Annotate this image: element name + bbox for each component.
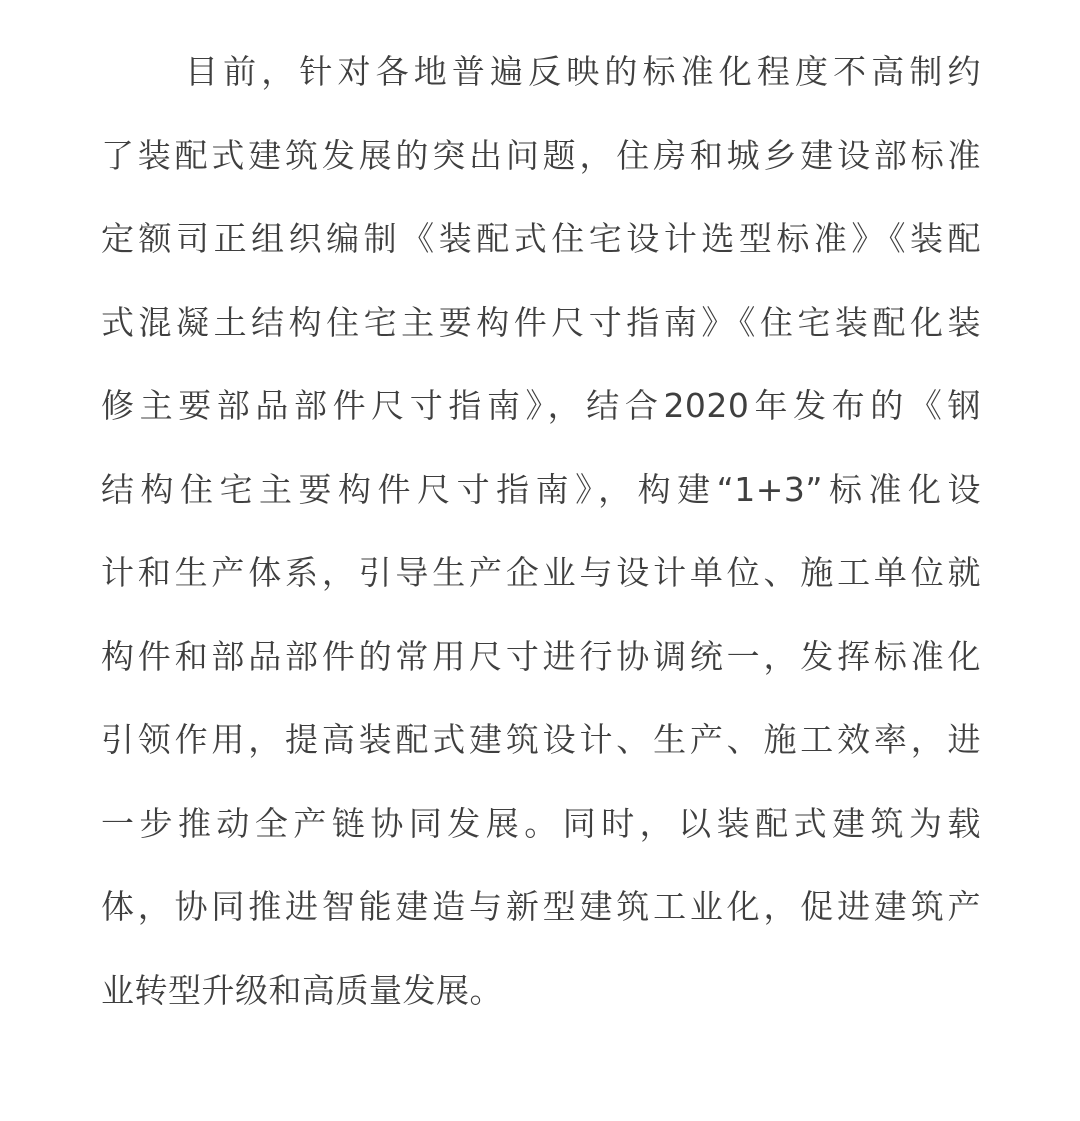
paragraph-line: 引领作用，提高装配式建筑设计、生产、施工效率，进 <box>101 720 981 759</box>
paragraph-line: 体，协同推进智能建造与新型建筑工业化，促进建筑产 <box>101 887 981 926</box>
paragraph-line: 了装配式建筑发展的突出问题，住房和城乡建设部标准 <box>101 135 981 175</box>
paragraph-line: 计和生产体系，引导生产企业与设计单位、施工单位就 <box>101 553 981 592</box>
paragraph-line: 定额司正组织编制《装配式住宅设计选型标准》《装配 <box>101 219 981 258</box>
paragraph-line: 业转型升级和高质量发展。 <box>101 970 503 1010</box>
paragraph-line: 修主要部品部件尺寸指南》，结合2020年发布的《钢 <box>101 386 981 425</box>
paragraph-line: 式混凝土结构住宅主要构件尺寸指南》《住宅装配化装 <box>101 302 981 342</box>
paragraph-line: 目前，针对各地普遍反映的标准化程度不高制约 <box>185 52 981 91</box>
paragraph-line: 构件和部品部件的常用尺寸进行协调统一，发挥标准化 <box>101 636 981 676</box>
paragraph-line: 一步推动全产链协同发展。同时，以装配式建筑为载 <box>101 803 981 843</box>
paragraph-line: 结构住宅主要构件尺寸指南》，构建“1+3”标准化设 <box>101 469 981 509</box>
article-paragraph <box>101 30 981 1032</box>
